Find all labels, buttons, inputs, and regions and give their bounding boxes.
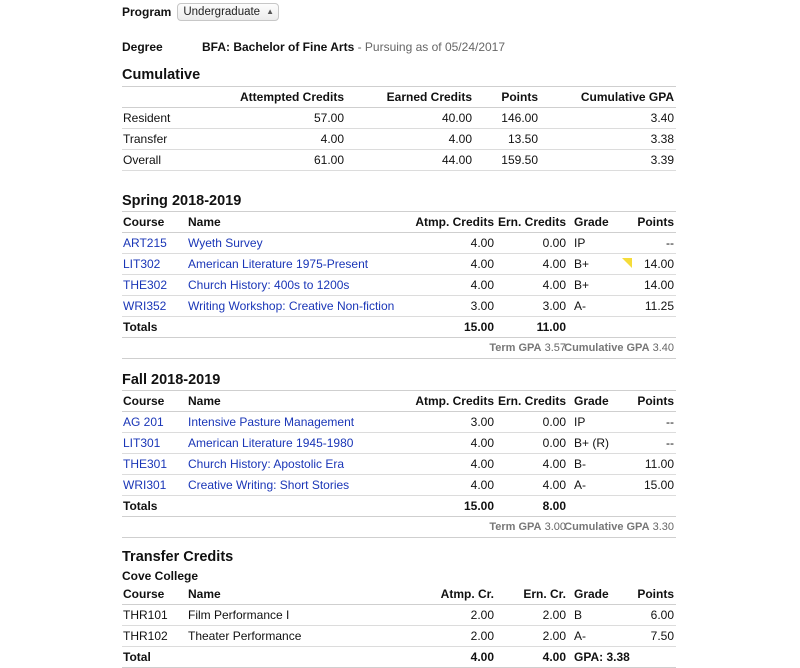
ern-value: 0.00 [542,436,566,450]
earned-value: 40.00 [441,111,472,125]
col-ern-credits: Ern. Credits [497,215,566,229]
col-grade: Grade [574,587,609,601]
ern-value: 0.00 [542,415,566,429]
points-value: 146.00 [501,111,538,125]
atmp-value: 4.00 [470,257,494,271]
total-gpa: GPA: 3.38 [574,650,630,664]
grade-value: A- [574,629,586,643]
term-gpa-value: 3.00 [544,521,566,533]
atmp-value: 3.00 [470,299,494,313]
table-row [122,412,676,433]
points-value: 14.00 [643,257,674,271]
table-row [122,275,676,296]
grade-value: IP [574,236,586,250]
course-code: THR101 [123,608,168,622]
cum-gpa-label: Cumulative GPA [564,521,650,533]
totals-label: Totals [123,320,158,334]
col-name: Name [188,587,221,601]
degree-label: Degree [122,40,163,54]
total-ern: 4.00 [542,650,566,664]
term-gpa-summary [122,338,676,359]
program-label: Program [122,5,172,19]
table-row [122,150,676,171]
attempted-value: 57.00 [313,111,344,125]
course-code: THR102 [123,629,168,643]
gpa-value: 3.40 [650,111,674,125]
ern-value: 0.00 [542,236,566,250]
grade-value: B+ [574,257,590,271]
atmp-value: 4.00 [470,457,494,471]
table-row [122,254,676,275]
course-name-link[interactable]: American Literature 1945-1980 [188,436,354,450]
cum-gpa-label: Cumulative GPA [564,342,650,354]
points-value: 13.50 [507,132,538,146]
col-points: Points [637,587,674,601]
course-link[interactable]: ART215 [123,236,167,250]
ern-value: 4.00 [542,478,566,492]
total-atmp: 4.00 [470,650,494,664]
course-name: Film Performance I [188,608,290,622]
points-value: 14.00 [643,278,674,292]
points-value: 11.25 [644,299,674,313]
transfer-total-row [122,647,676,668]
transfer-title: Transfer Credits [122,549,234,565]
term-gpa [489,338,566,358]
totals-ern: 8.00 [542,499,566,513]
ern-value: 4.00 [542,278,566,292]
totals-atmp: 15.00 [463,499,494,513]
col-grade: Grade [574,394,609,408]
totals-label: Totals [123,499,158,513]
course-name-link[interactable]: Church History: 400s to 1200s [188,278,350,292]
ern-value: 4.00 [542,457,566,471]
table-row [122,129,676,150]
course-link[interactable]: WRI301 [123,478,167,492]
term-header-row [122,391,676,412]
term-gpa-value: 3.57 [544,342,566,354]
row-label: Transfer [123,132,168,146]
col-course: Course [123,587,165,601]
course-name-link[interactable]: Wyeth Survey [188,236,263,250]
col-earned-credits: Earned Credits [386,90,472,104]
col-atmp-credits: Atmp. Credits [415,394,494,408]
term-title-fall: Fall 2018-2019 [122,372,221,388]
col-name: Name [188,215,221,229]
col-name: Name [188,394,221,408]
atmp-value: 2.00 [470,608,494,622]
program-select-value: Undergraduate [183,6,261,18]
atmp-value: 4.00 [470,478,494,492]
points-value: 6.00 [650,608,674,622]
ern-value: 2.00 [542,608,566,622]
cum-gpa-value: 3.30 [652,521,674,533]
grade-value: B [574,608,583,622]
earned-value: 44.00 [441,153,472,167]
table-row [122,605,676,626]
program-select[interactable] [177,3,279,21]
earned-value: 4.00 [448,132,472,146]
col-course: Course [123,215,165,229]
term-table-fall [122,390,676,538]
col-points: Points [637,394,674,408]
course-link[interactable]: WRI352 [123,299,167,313]
ern-value: 3.00 [542,299,566,313]
course-link[interactable]: LIT301 [123,436,161,450]
col-points: Points [637,215,674,229]
row-label: Overall [123,153,162,167]
col-atmp-cr: Atmp. Cr. [440,587,494,601]
col-attempted-credits: Attempted Credits [239,90,344,104]
ern-value: 4.00 [542,257,566,271]
points-value: 7.50 [650,629,674,643]
points-value: 15.00 [643,478,674,492]
col-atmp-credits: Atmp. Credits [415,215,494,229]
term-gpa-label: Term GPA [489,342,542,354]
gpa-value: 3.38 [650,132,674,146]
term-header-row [122,212,676,233]
atmp-value: 2.00 [470,629,494,643]
points-value: -- [666,415,674,429]
transfer-school: Cove College [122,569,199,583]
col-grade: Grade [574,215,609,229]
course-link[interactable]: THE301 [123,457,168,471]
attempted-value: 61.00 [313,153,344,167]
col-points: Points [501,90,538,104]
atmp-value: 3.00 [470,415,494,429]
points-value: 11.00 [644,457,674,471]
cumulative-header-row [122,87,676,108]
transfer-header-row [122,584,676,605]
term-gpa-label: Term GPA [489,521,542,533]
course-name-link[interactable]: Creative Writing: Short Stories [188,478,350,492]
cum-gpa-value: 3.40 [652,342,674,354]
term-title-spring: Spring 2018-2019 [122,193,242,209]
col-cumulative-gpa: Cumulative GPA [580,90,674,104]
ern-value: 2.00 [542,629,566,643]
degree-name: BFA: Bachelor of Fine Arts [202,40,355,54]
totals-atmp: 15.00 [463,320,494,334]
course-name-link[interactable]: American Literature 1975-Present [188,257,369,271]
points-value: -- [666,236,674,250]
row-label: Resident [123,111,171,125]
table-row [122,108,676,129]
table-row [122,433,676,454]
term-table-spring [122,211,676,359]
totals-row [122,317,676,338]
atmp-value: 4.00 [470,436,494,450]
grade-value: B- [574,457,586,471]
attempted-value: 4.00 [320,132,344,146]
col-course: Course [123,394,165,408]
table-row [122,626,676,647]
course-name-link[interactable]: Intensive Pasture Management [188,415,355,429]
grade-value: B+ [574,278,590,292]
points-value: 159.50 [501,153,538,167]
atmp-value: 4.00 [470,278,494,292]
totals-row [122,496,676,517]
table-row [122,475,676,496]
totals-ern: 11.00 [536,320,566,334]
degree-value [202,40,505,54]
term-gpa [489,517,566,537]
program-row [122,3,279,21]
cumulative-title: Cumulative [122,67,201,83]
course-link[interactable]: AG 201 [123,415,164,429]
degree-status: - Pursuing as of 05/24/2017 [354,40,506,54]
cumulative-table [122,86,676,171]
transfer-table [122,584,676,668]
grade-value: A- [574,478,586,492]
col-ern-credits: Ern. Credits [497,394,566,408]
course-name-link[interactable]: Writing Workshop: Creative Non-fiction [188,299,395,313]
gpa-value: 3.39 [650,153,674,167]
table-row [122,454,676,475]
atmp-value: 4.00 [470,236,494,250]
table-row [122,233,676,254]
term-gpa-summary [122,517,676,538]
cumulative-gpa [564,517,674,537]
chevron-updown-icon: ▲︎ [266,7,275,16]
grade-value: B+ (R) [574,436,610,450]
course-link[interactable]: THE302 [123,278,168,292]
course-name: Theater Performance [188,629,302,643]
points-value: -- [666,436,674,450]
total-label: Total [123,650,151,664]
grade-value: IP [574,415,586,429]
col-ern-cr: Ern. Cr. [523,587,566,601]
course-name-link[interactable]: Church History: Apostolic Era [188,457,345,471]
table-row [122,296,676,317]
grade-value: A- [574,299,586,313]
note-flag-icon[interactable] [622,258,632,268]
course-link[interactable]: LIT302 [123,257,161,271]
cumulative-gpa [564,338,674,358]
